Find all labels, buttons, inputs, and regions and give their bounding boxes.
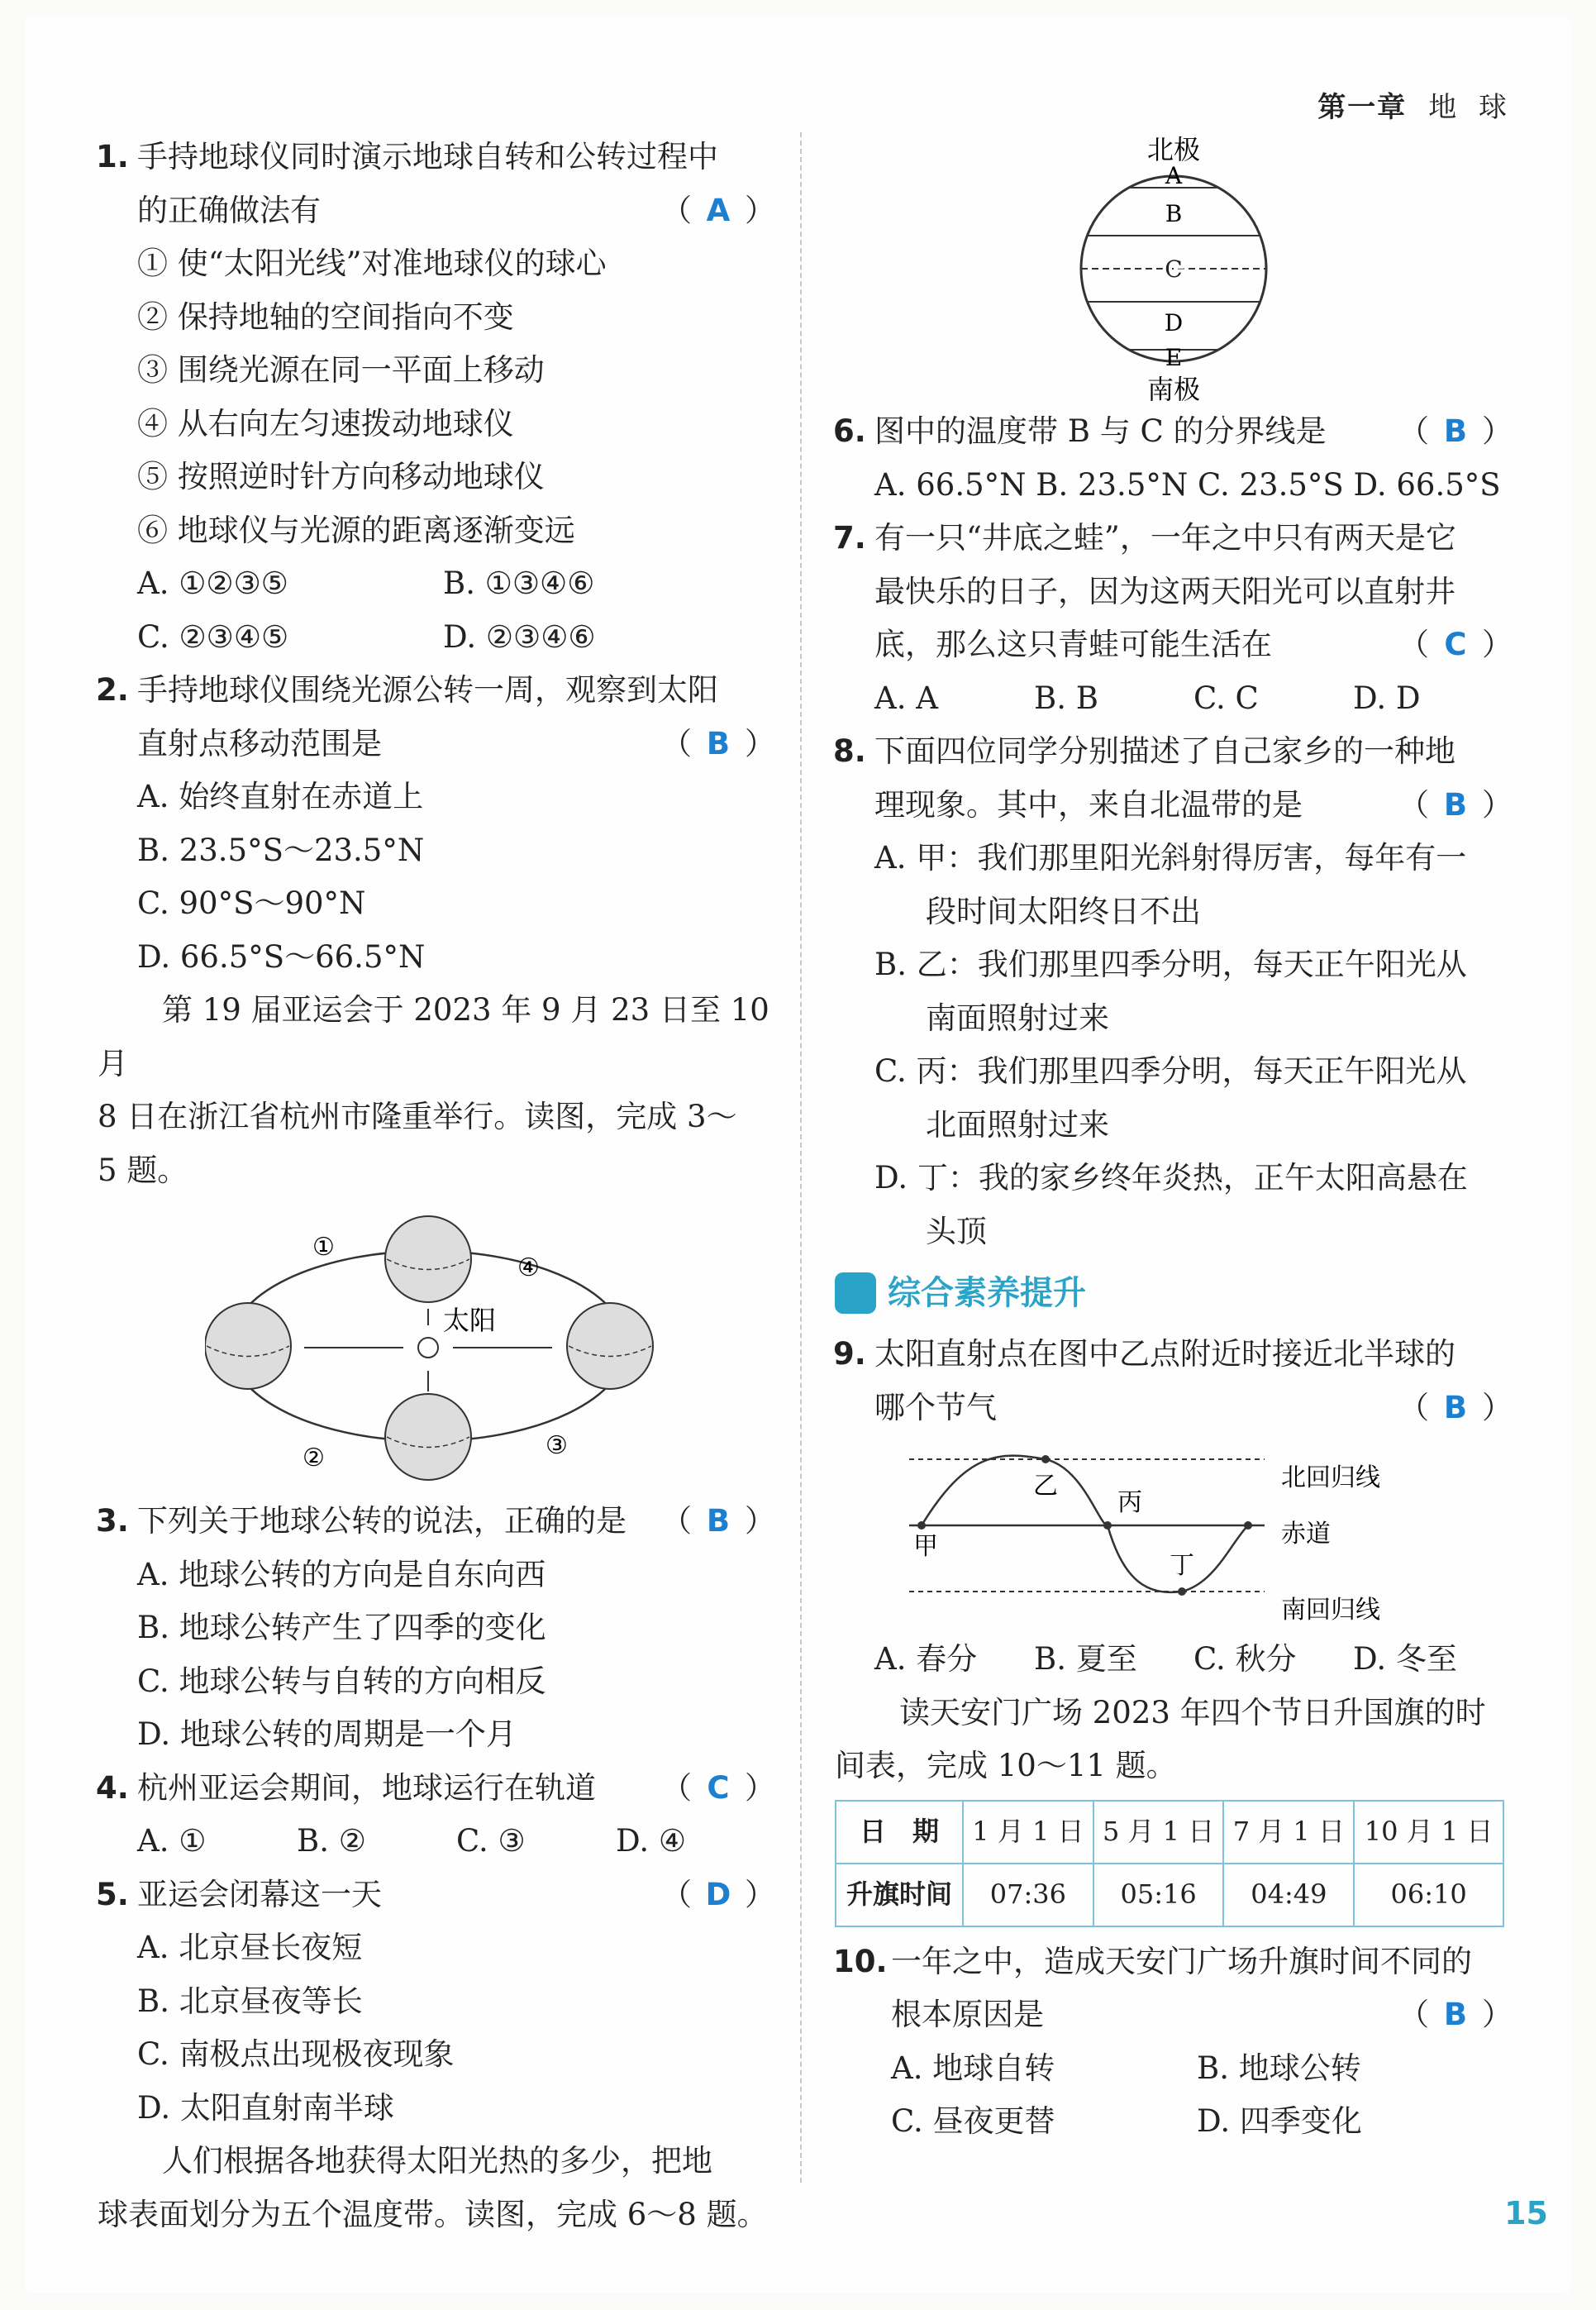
svg-text:B: B: [1165, 200, 1183, 227]
svg-text:丁: 丁: [1170, 1551, 1194, 1580]
svg-text:A: A: [1165, 162, 1183, 189]
orbit-label-1: ①: [312, 1233, 335, 1262]
orbit-label-3: ③: [545, 1431, 568, 1460]
svg-text:C: C: [1165, 255, 1183, 283]
svg-text:E: E: [1165, 344, 1183, 371]
question-9: 9. 太阳直射点在图中乙点附近时接近北半球的 哪个节气 （ B ）: [833, 1336, 1513, 1425]
intro-6-8: 人们根据各地获得太阳光热的多少，把地 球表面划分为五个温度带。读图，完成 6～8 题。: [98, 2143, 768, 2232]
svg-text:甲: 甲: [913, 1532, 938, 1561]
svg-text:南回归线: 南回归线: [1281, 1596, 1380, 1625]
flag-raising-table: 日 期 1 月 1 日 5 月 1 日 7 月 1 日 10 月 1 日 升旗时间 07:36 05:16 04:49 06:10: [835, 1800, 1504, 1927]
left-column: [98, 131, 775, 2241]
intro-3-5: 第 19 届亚运会于 2023 年 9 月 23 日至 10 月 8 日在浙江省杭州市隆重举行。读图，完成 3～ 5 题。: [98, 992, 769, 1188]
orbit-label-4: ④: [517, 1253, 540, 1282]
orbit-diagram: [205, 1197, 668, 1495]
section-banner: 综合素养提升: [835, 1263, 1513, 1323]
question-5: 5. 亚运会闭幕这一天 （ D ） A. 北京昼长夜短 B. 北京昼夜等长 C. 南极点出现极夜现象 D. 太阳直射南半球: [96, 1876, 775, 2126]
south-pole-label: 南极: [1146, 374, 1201, 405]
question-4: 4. 杭州亚运会期间，地球运行在轨道 （ C ） A. ① B. ② C. ③ D. ④: [96, 1769, 775, 1859]
question-10: 10. 一年之中，造成天安门广场升旗时间不同的 根本原因是 （ B ） A. 地球自转 B. 地球公转 C. 昼夜更替 D. 四季变化: [833, 1943, 1513, 2139]
svg-text:赤道: 赤道: [1281, 1520, 1331, 1549]
answer-2: （ B ）: [661, 725, 775, 761]
solar-point-wave-diagram: [901, 1434, 1430, 1633]
sun-label: 太阳: [443, 1305, 497, 1336]
svg-text:D: D: [1164, 309, 1184, 336]
intro-10-11: 读天安门广场 2023 年四个节日升国旗的时 间表，完成 10～11 题。: [835, 1694, 1486, 1783]
svg-text:丙: 丙: [1117, 1488, 1142, 1517]
right-column: [835, 132, 1513, 2149]
question-3: 3. 下列关于地球公转的说法，正确的是 （ B ） A. 地球公转的方向是自东向西 B. 地球公转产生了四季的变化 C. 地球公转与自转的方向相反 D. 地球公转的周期是一个月: [96, 1503, 775, 1752]
question-7: 7. 有一只“井底之蛙”，一年之中只有两天是它 最快乐的日子，因为这两天阳光可以直射井 底，那么这只青蛙可能生活在 （ C ） A. A B. B C. C D. D: [833, 520, 1513, 716]
page-number: 15: [1504, 2195, 1548, 2231]
q9-options: A. 春分 B. 夏至 C. 秋分 D. 冬至: [874, 1641, 1457, 1677]
question-2: 2. 手持地球仪围绕光源公转一周，观察到太阳 直射点移动范围是 （ B ） A. 始终直射在赤道上 B. 23.5°S～23.5°N C. 90°S～90°N D. 66.5°S～66.5°N: [96, 672, 775, 975]
question-6: 6. 图中的温度带 B 与 C 的分界线是 （ B ） A. 66.5°N B. 23.5°N C. 23.5°S D. 66.5°S: [833, 413, 1513, 503]
answer-1: （ A ）: [661, 192, 775, 228]
svg-text:北回归线: 北回归线: [1281, 1463, 1380, 1492]
north-pole-label: 北极: [1146, 134, 1201, 165]
page-header: 第一章 地 球: [1317, 91, 1513, 124]
svg-text:乙: 乙: [1033, 1472, 1058, 1501]
column-divider: [800, 132, 802, 2183]
orbit-label-2: ②: [303, 1444, 325, 1472]
question-1: 1. 手持地球仪同时演示地球自转和公转过程中 的正确做法有 （ A ） ① 使“太阳光线”对准地球仪的球心 ② 保持地轴的空间指向不变 ③ 围绕光源在同一平面上移动 ④ 从右向左匀速拨动地球仪 ⑤ 按照逆时针方向移动地球仪 ⑥ 地球仪与光源的距离逐渐变远 A. ①②③⑤ B. ①③④⑥ C. ②③④⑤ D. ②③④⑥: [96, 139, 775, 655]
question-8: 8. 下面四位同学分别描述了自己家乡的一种地 理现象。其中，来自北温带的是 （ B ） A. 甲：我们那里阳光斜射得厉害，每年有一 段时间太阳终日不出 B. 乙：我们那里四季分明，每天正午阳光从 南面照射过来 C. 丙：我们那里四季分明，每天正午阳光从 北面照射过来 D. 丁：我的家乡终年炎热，正午太阳高悬在 头顶: [833, 733, 1513, 1249]
rocket-icon: [835, 1272, 876, 1314]
temperature-zones-diagram: [1050, 132, 1298, 405]
